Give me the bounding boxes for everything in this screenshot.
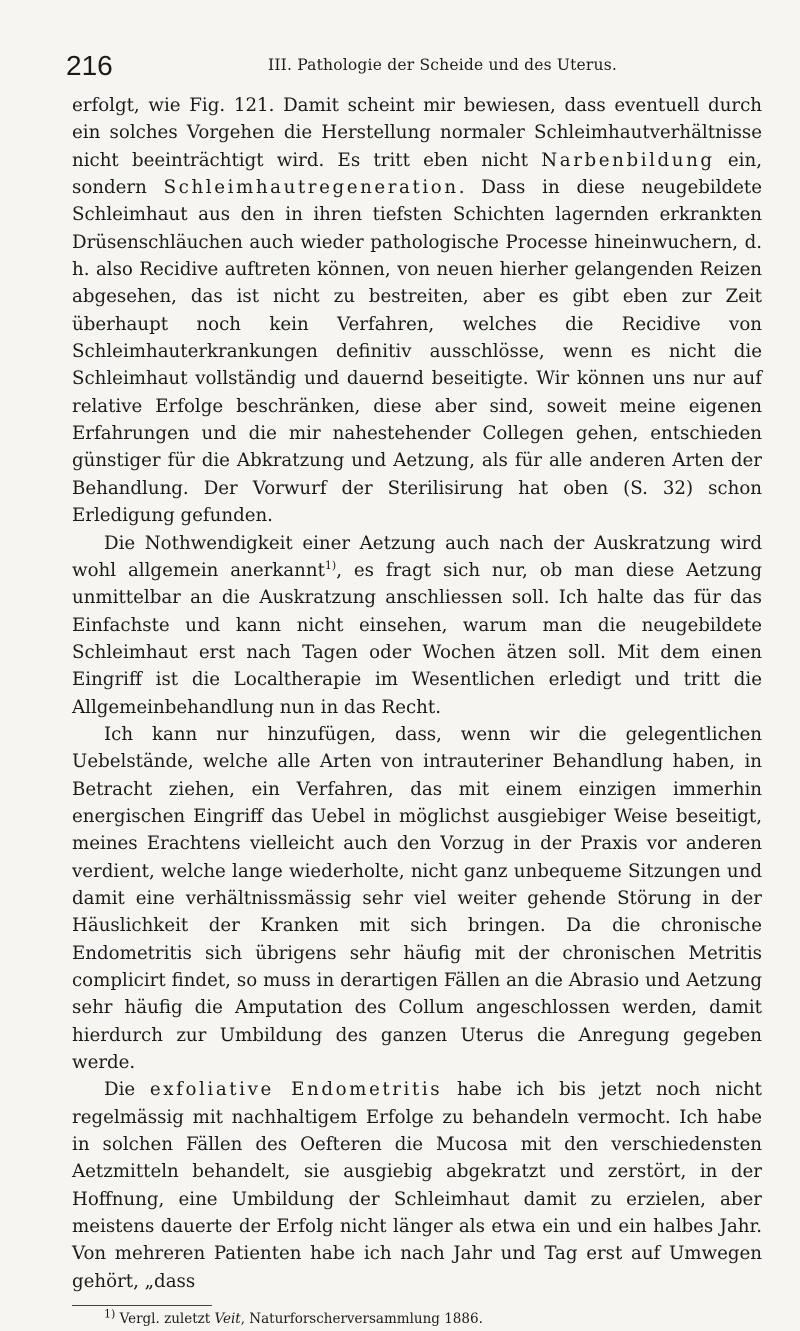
- paragraph-1: [72, 92, 762, 530]
- footnote-text: Vergl. zuletzt: [115, 1311, 215, 1328]
- emphasis-schleimhautregeneration: Schleimhautregeneration: [163, 177, 459, 199]
- footnote: [72, 1307, 762, 1328]
- emphasis-narbenbildung: Narbenbildung: [541, 149, 715, 171]
- paragraph-text: ein, sondern: [72, 149, 762, 199]
- paragraph-4: [72, 1076, 762, 1295]
- footnote-divider: [72, 1305, 212, 1306]
- body-text: [72, 92, 762, 1295]
- footnote-reference[interactable]: 1): [324, 558, 337, 572]
- paragraph-text: . Dass in diese neugebildete Schleimhaut aus den in ihren tiefsten Schichten lagernden erkrankten Drüsenschläuchen auch wieder pathologische Processe hineinwuchern, d. h. also Recidive auftreten können, von neuen hierher gelangenden Reizen abgesehen, das ist nicht zu bestreiten, aber es gibt eben zur Zeit überhaupt noch kein Verfahren, welches die Recidive von Schleimhauterkrankungen definitiv ausschlösse, wenn es nicht die Schleimhaut vollständig und dauernd beseitigte. Wir können uns nur auf relative Erfolge beschränken, diese aber sind, soweit meine eigenen Erfahrungen und die mir nahestehender Collegen gehen, entschieden günstiger für die Abkratzung und Aetzung, als für alle anderen Arten der Behandlung. Der Vorwurf der Sterilisirung hat oben (S. 32) schon Erledigung gefunden.: [72, 177, 762, 527]
- running-head: III. Pathologie der Scheide und des Uterus.: [268, 56, 618, 74]
- paragraph-text: habe ich bis jetzt noch nicht regelmässig mit nachhaltigem Erfolge zu behandeln vermocht. Ich habe in solchen Fällen des Oefteren die Mucosa mit den verschiedensten Aetzmitteln behandelt, sie ausgiebig abgekratzt und zerstört, in der Hoffnung, eine Umbildung der Schleimhaut damit zu erzielen, aber meistens dauerte der Erfolg nicht länger als etwa ein und ein halbes Jahr. Von mehreren Patienten habe ich nach Jahr und Tag erst auf Umwegen gehört, „dass: [72, 1079, 762, 1292]
- paragraph-text: Die Nothwendigkeit einer Aetzung auch nach der Auskratzung wird wohl allgemein anerkannt: [72, 532, 762, 581]
- paragraph-text: Die: [104, 1079, 150, 1101]
- emphasis-exfoliative-endometritis: exfoliative Endometritis: [149, 1079, 443, 1101]
- paragraph-3: Ich kann nur hinzufügen, dass, wenn wir die gelegentlichen Uebelstände, welche alle Arten von intrauteriner Behandlung haben, in Betracht ziehen, ein Verfahren, das mit einem einzigen immerhin energischen Eingriff das Uebel in möglichst ausgiebiger Weise beseitigt, meines Erachtens vielleicht auch den Vorzug in der Praxis vor anderen verdient, welche lange wiederholte, nicht ganz unbequeme Sitzungen und damit eine verhältnissmässig sehr viel weiter gehende Störung in der Häuslichkeit der Kranken mit sich bringen. Da die chronische Endometritis sich übrigens sehr häufig mit der chronischen Metritis complicirt findet, so muss in derartigen Fällen an die Abrasio und Aetzung sehr häufig die Amputation des Collum angeschlossen werden, damit hierdurch zur Umbildung des ganzen Uterus die Anregung gegeben werde.: [72, 723, 762, 1074]
- page-number: 216: [66, 50, 113, 81]
- footnote-text: , Naturforscherversammlung 1886.: [240, 1311, 483, 1328]
- paragraph-text: , es fragt sich nur, ob man diese Aetzung unmittelbar an die Auskratzung anschliessen soll. Ich halte das für das Einfachste und kann nicht einsehen, warum man die neugebildete Schleimhaut erst nach Tagen oder Wochen ätzen soll. Mit dem einen Eingriff ist die Localtherapie im Wesentlichen erledigt und tritt die Allgemeinbehandlung nun in das Recht.: [72, 559, 762, 718]
- paragraph-2: [72, 530, 762, 721]
- book-page: [66, 50, 762, 1328]
- footnote-marker: 1): [104, 1307, 116, 1321]
- page-header: [66, 50, 762, 92]
- footnote-author: Veit: [214, 1311, 241, 1328]
- paragraph-text: erfolgt, wie Fig. 121. Damit scheint mir bewiesen, dass eventuell durch ein solches Vorgehen die Herstellung normaler Schleimhautverhältnisse nicht beeinträchtigt wird. Es tritt eben nicht: [72, 95, 762, 171]
